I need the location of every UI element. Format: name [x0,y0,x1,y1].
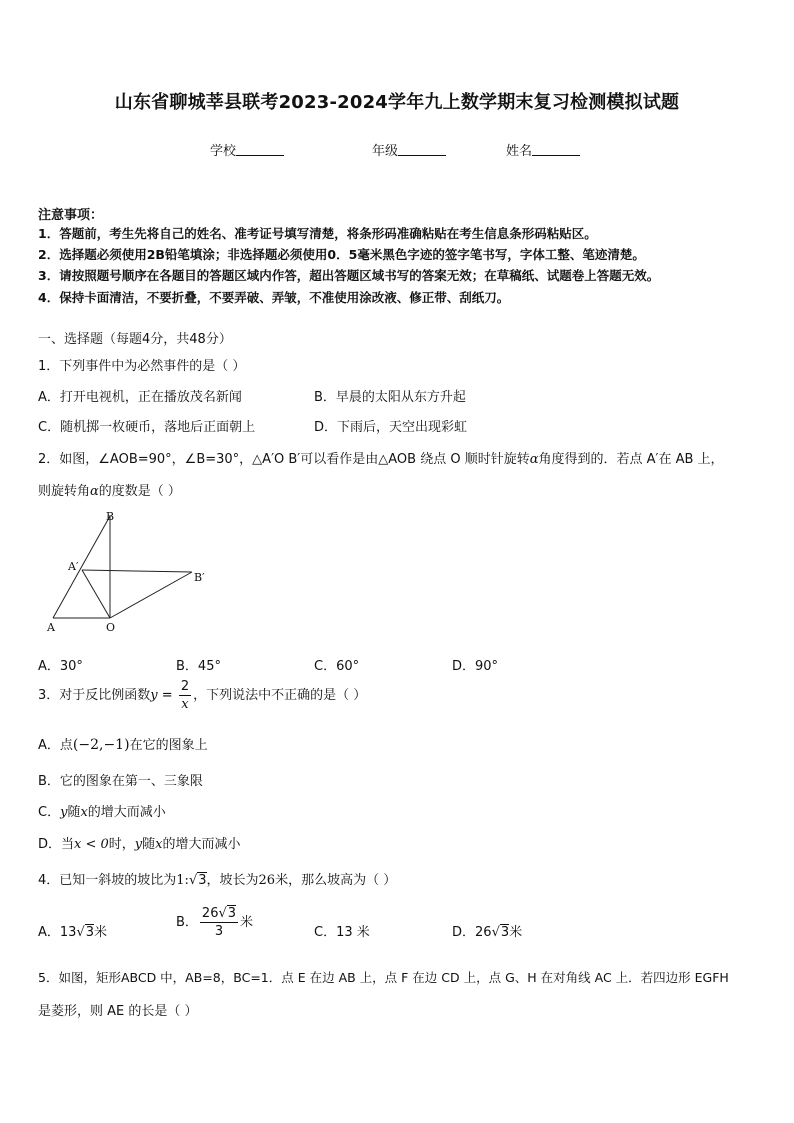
q4-ratio-radicand: 3 [198,873,207,888]
q3-c-part3: 的增大而减小 [87,805,166,820]
q4-stem-part2: ，坡长为 [206,873,259,888]
q1-stem: 1．下列事件中为必然事件的是（ ） [38,359,246,374]
q4-b-num-coef: 26 [201,906,219,921]
q4-d-unit: 米 [509,925,523,940]
q3-stem-part2: ，下列说法中不正确的是（ ） [193,688,367,703]
q4-a-label: A． [38,925,60,940]
q4-d-radicand: 3 [500,925,510,940]
q3-stem-part1: 3．对于反比例函数 [38,688,151,703]
q4-b-denominator: 3 [214,924,224,939]
alpha-symbol: α [529,452,539,467]
label-A1: A′ [68,560,79,573]
q3-d-part3: 随 [142,837,156,852]
segment-A1B1 [82,570,192,572]
q4-stem-part3: 米，那么坡高为（ ） [275,873,397,888]
q3-a-part2: 在它的图象上 [129,738,208,753]
q4-stem [38,869,396,888]
q4-b-numerator: 26√3 [201,906,237,921]
q3-option-c [38,801,166,820]
q5-stem-line2: 是菱形，则 AE 的长是（ ） [38,1004,198,1019]
alpha-symbol: α [90,484,99,499]
q3-c-y: y [60,805,68,820]
q4-length: 26 [258,873,276,888]
q3-fraction [179,680,191,711]
q1-option-b: B．早晨的太阳从东方升起 [314,390,466,405]
q2-stem-line1 [38,448,724,467]
q5-stem-line1: 5．如图，矩形ABCD 中，AB=8，BC=1．点 E 在边 AB 上，点 F 在边 CD 上，点 G、H 在对角线 AC 上．若四边形 EGFH [38,970,729,985]
q2-option-d: D．90° [452,659,499,674]
label-O: O [106,621,116,634]
note-item: 4．保持卡面清洁，不要折叠，不要弄破、弄皱，不准使用涂改液、修正带、刮纸刀。 [38,290,510,305]
school-label: 学校 [210,144,237,159]
label-A: A [47,621,55,634]
grade-field [372,140,446,159]
q4-b-label: B． [176,915,198,930]
q4-option-d [452,921,522,940]
q4-option-b [176,907,253,938]
notes-heading: 注意事项： [38,208,104,223]
q2-stem-part2: 角度得到的．若点 A′在 AB 上， [538,452,724,467]
q3-d-condition: x < 0 [74,837,109,852]
q3-func-eq: = [157,688,177,703]
q2-stem-part1: 2．如图，∠AOB=90°，∠B=30°，△A′O B′可以看作是由△AOB 绕点 O 顺时针旋转 [38,452,530,467]
label-B1: B′ [194,571,205,584]
name-field [506,140,580,159]
q3-option-d [38,833,241,852]
grade-label: 年级 [372,144,399,159]
q4-ratio-radical: √3 [188,873,207,888]
q3-d-x: x [155,837,163,852]
q4-b-radicand: 3 [227,906,237,921]
q4-ratio-left: 1: [176,873,189,888]
q4-a-radicand: 3 [85,925,95,940]
q3-frac-num: 2 [180,679,190,694]
q4-b-fraction [200,907,238,938]
q3-a-point: (−2,−1) [72,737,130,753]
q4-d-label: D． [452,925,476,940]
section-heading: 一、选择题（每题4分，共48分） [38,332,232,347]
q3-a-part1: A．点 [38,738,73,753]
segment-A1O [82,570,110,618]
school-field [210,140,284,159]
segment-OB1 [110,572,192,618]
q1-option-a: A．打开电视机，正在播放茂名新闻 [38,390,242,405]
q2-option-c: C．60° [314,659,360,674]
school-blank [236,143,284,156]
note-item: 3．请按照题号顺序在各题目的答题区域内作答，超出答题区域书写的答案无效；在草稿纸、试题卷上答题无效。 [38,268,660,283]
label-B: B [106,510,115,523]
q4-d-radical: √3 [491,925,510,940]
q4-option-a [38,921,107,940]
q1-option-d: D．下雨后，天空出现彩虹 [314,420,468,435]
q4-a-coef: 13 [59,925,77,940]
note-item: 1．答题前，考生先将自己的姓名、准考证号填写清楚，将条形码准确粘贴在考生信息条形码粘贴区。 [38,226,597,241]
page-title: 山东省聊城莘县联考2023-2024学年九上数学期末复习检测模拟试题 [114,92,680,113]
q2-option-a: A．30° [38,659,83,674]
q3-frac-den: x [181,697,189,712]
name-label: 姓名 [506,144,533,159]
q1-option-c: C．随机掷一枚硬币，落地后正面朝上 [38,420,256,435]
q3-d-part2: 时， [108,837,135,852]
q4-stem-part1: 4．已知一斜坡的坡比为 [38,873,177,888]
q4-a-unit: 米 [94,925,108,940]
note-item: 2．选择题必须使用2B铅笔填涂；非选择题必须使用0．5毫米黑色字迹的签字笔书写，字体工整、笔迹清楚。 [38,247,645,262]
name-blank [532,143,580,156]
q2-option-b: B．45° [176,659,221,674]
q3-stem [38,680,366,711]
q3-d-part4: 的增大而减小 [162,837,241,852]
grade-blank [398,143,446,156]
q4-d-coef: 26 [475,925,492,940]
q2-stem-part4: 的度数是（ ） [98,484,181,499]
q3-c-part2: 随 [67,805,81,820]
q3-d-part1: D．当 [38,837,75,852]
q3-option-a [38,734,208,753]
q2-figure [44,508,214,636]
q2-stem-line2 [38,480,181,499]
q4-a-radical: √3 [76,925,95,940]
q4-b-unit: 米 [240,915,254,930]
q4-option-c: C．13 米 [314,925,370,940]
q3-option-b: B．它的图象在第一、三象限 [38,774,203,789]
q3-c-x: x [80,805,88,820]
q3-func-y: y [150,688,158,703]
q3-d-y: y [134,837,143,852]
q3-c-part1: C． [38,805,61,820]
q2-stem-part3: 则旋转角 [38,484,91,499]
